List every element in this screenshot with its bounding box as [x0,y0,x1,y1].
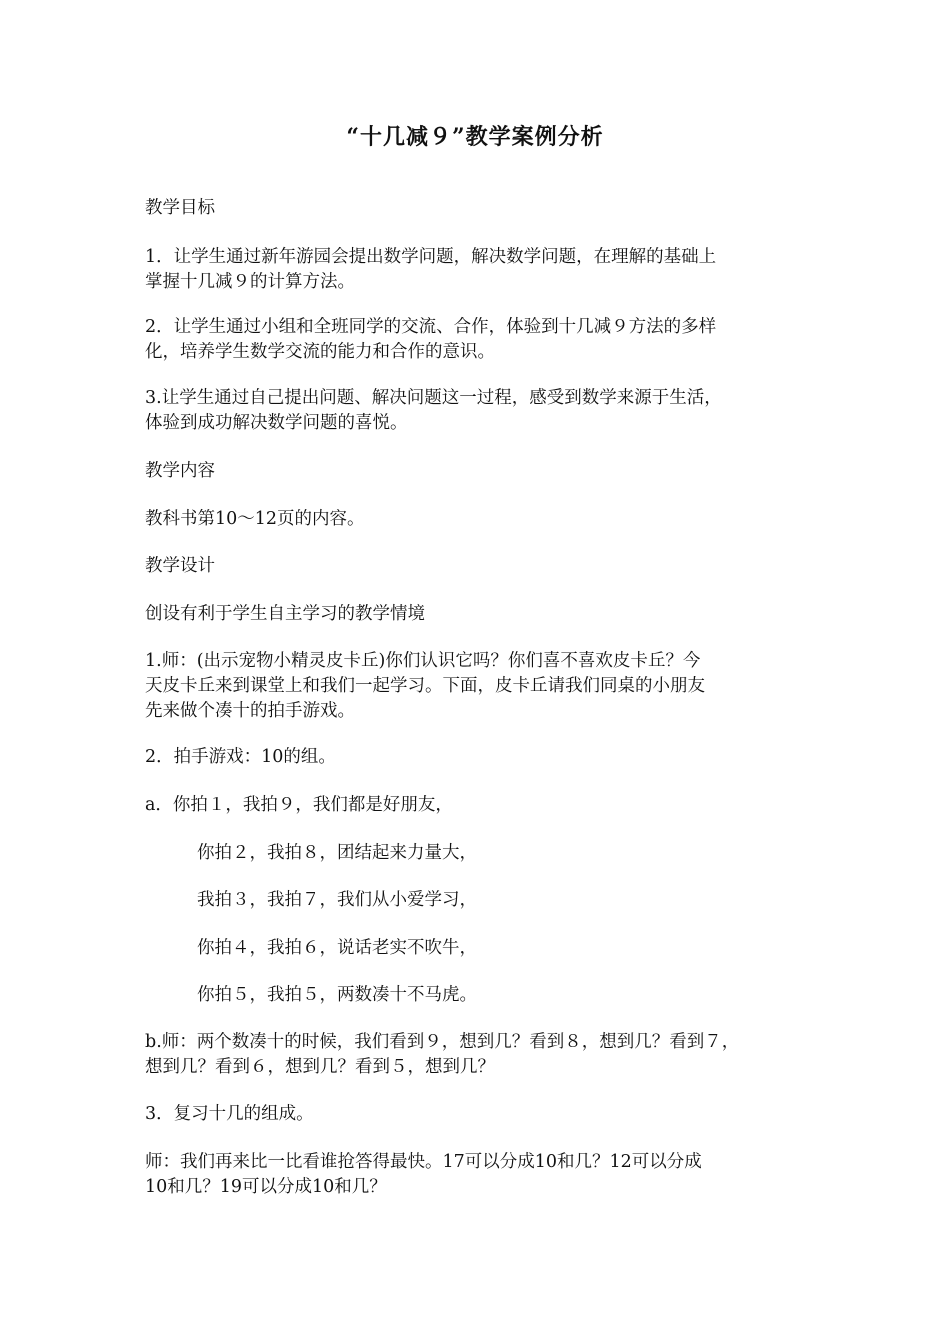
text-line: 创设有利于学生自主学习的教学情境 [145,604,425,624]
design-paragraph-2 [145,745,813,770]
text-line: 1.师：(出示宠物小精灵皮卡丘)你们认识它吗？你们喜不喜欢皮卡丘？今 [145,651,701,671]
text-line: 体验到成功解决数学问题的喜悦。 [145,413,408,433]
text-line: 10和几？19可以分成10和几？ [145,1177,387,1197]
goal-paragraph-2 [145,315,813,365]
clap-game-line [197,936,865,961]
text-line: 你拍２，我拍８，团结起来力量大， [197,843,477,863]
design-paragraph-1 [145,649,813,724]
text-line: 你拍４，我拍６，说话老实不吹牛， [197,938,477,958]
design-paragraph-3 [145,1102,813,1127]
design-paragraph-b [145,1030,813,1080]
text-line: 2．拍手游戏：10的组。 [145,747,336,767]
text-line: 教学目标 [145,198,215,218]
clap-game-line-a [145,793,813,818]
text-line: 3．复习十几的组成。 [145,1104,314,1124]
text-line: 教学设计 [145,556,215,576]
text-line: 想到几？看到６，想到几？看到５，想到几？ [145,1057,495,1077]
text-line: 天皮卡丘来到课堂上和我们一起学习。下面，皮卡丘请我们同桌的小朋友 [145,676,705,696]
document-title: “十几减９”教学案例分析 [346,124,604,150]
design-paragraph-teacher [145,1150,813,1200]
clap-game-line [197,888,865,913]
text-line: 先来做个凑十的拍手游戏。 [145,701,355,721]
text-line: 掌握十几减９的计算方法。 [145,272,355,292]
text-line: 你拍５，我拍５，两数凑十不马虎。 [197,985,477,1005]
heading-teaching-goals [145,196,813,221]
text-line: 化，培养学生数学交流的能力和合作的意识。 [145,342,495,362]
text-line: a．你拍１，我拍９，我们都是好朋友， [145,795,453,815]
text-line: 我拍３，我拍７，我们从小爱学习， [197,890,477,910]
clap-game-line [197,841,865,866]
goal-paragraph-3 [145,386,813,436]
heading-teaching-content [145,459,813,484]
text-line: 2．让学生通过小组和全班同学的交流、合作，体验到十几减９方法的多样 [145,317,717,337]
text-line: 教科书第10～12页的内容。 [145,509,365,529]
text-line: 教学内容 [145,461,215,481]
heading-teaching-design [145,554,813,579]
design-subheading [145,602,813,627]
text-line: 3.让学生通过自己提出问题、解决问题这一过程，感受到数学来源于生活， [145,388,722,408]
text-line: 师：我们再来比一比看谁抢答得最快。17可以分成10和几？12可以分成 [145,1152,702,1172]
content-paragraph [145,507,813,532]
text-line: 1．让学生通过新年游园会提出数学问题，解决数学问题，在理解的基础上 [145,247,717,267]
text-line: b.师：两个数凑十的时候，我们看到９，想到几？看到８，想到几？看到７， [145,1032,740,1052]
clap-game-line [197,983,865,1008]
goal-paragraph-1 [145,245,813,295]
